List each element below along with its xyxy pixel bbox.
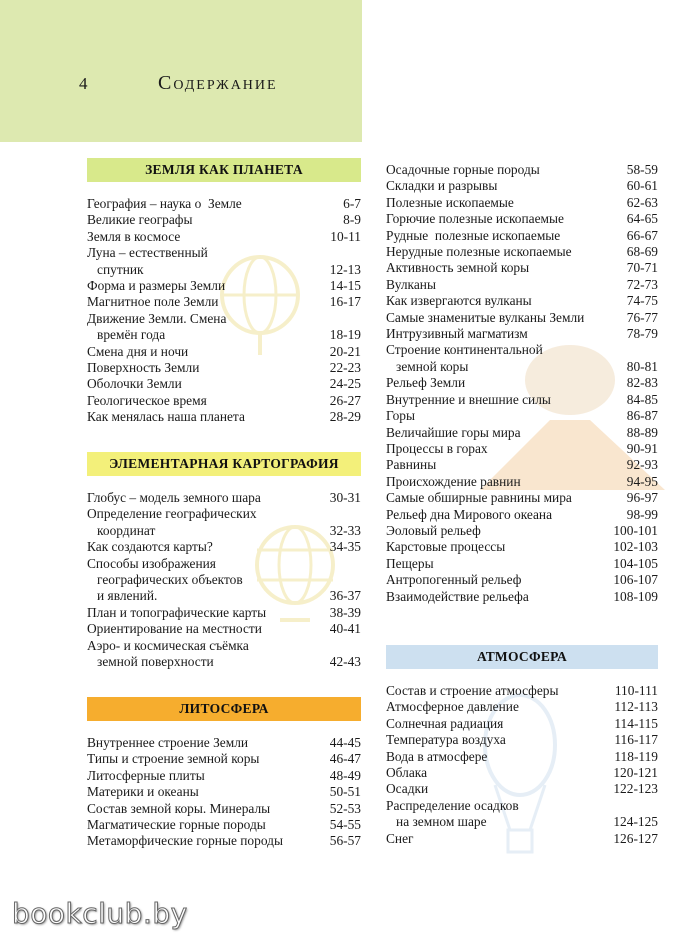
toc-entry — [386, 392, 658, 408]
site-watermark: bookclub.by — [12, 897, 188, 930]
toc-entry-title: Движение Земли. Смена — [87, 310, 227, 326]
toc-entry-title: Вода в атмосфере — [386, 748, 488, 764]
toc-entry-pages: 92-93 — [626, 457, 658, 473]
toc-entry — [87, 539, 361, 555]
toc-entry — [386, 749, 658, 765]
toc-entry-title: географических объектов — [87, 572, 243, 588]
toc-entry — [87, 605, 361, 621]
section-heading: АТМОСФЕРА — [386, 645, 658, 669]
toc-entry — [87, 801, 361, 817]
toc-entry — [87, 768, 361, 784]
toc-entry-title: География – наука о Земле — [87, 196, 242, 211]
toc-entry-pages: 104-105 — [613, 555, 658, 571]
toc-entry — [386, 539, 658, 555]
toc-entry — [386, 441, 658, 457]
toc-entry-title: Поверхность Земли — [87, 360, 200, 376]
toc-entry — [386, 310, 658, 326]
toc-entry-pages: 12-13 — [329, 261, 361, 277]
toc-entry-title: Вулканы — [386, 276, 436, 292]
toc-entry-title: План и топографические карты — [87, 604, 267, 620]
toc-entry-pages: 16-17 — [329, 294, 361, 310]
toc-entry-title: Рудные полезные ископаемые — [386, 227, 561, 243]
toc-entry-pages: 120-121 — [613, 765, 658, 781]
toc-entry-pages: 60-61 — [626, 178, 658, 194]
toc-entry — [386, 211, 658, 227]
toc-entry — [87, 506, 361, 522]
toc-entry-pages: 28-29 — [329, 409, 361, 425]
toc-entry — [87, 212, 361, 228]
toc-entry-pages: 44-45 — [329, 735, 361, 750]
toc-entry-pages: 66-67 — [626, 227, 658, 243]
toc-entry — [87, 654, 361, 670]
toc-entry — [386, 293, 658, 309]
toc-entry — [386, 277, 658, 293]
toc-entry-title: Состав земной коры. Минералы — [87, 800, 271, 816]
toc-entry — [87, 262, 361, 278]
toc-entry-pages: 114-115 — [614, 715, 658, 731]
toc-entry-pages: 76-77 — [626, 309, 658, 325]
toc-entry — [87, 490, 361, 506]
toc-entry-title: Карстовые процессы — [386, 539, 506, 555]
toc-entry-pages: 94-95 — [626, 473, 658, 489]
section-earth — [87, 158, 361, 426]
toc-entry-title: Как создаются карты? — [87, 539, 213, 555]
toc-entry-pages: 88-89 — [626, 424, 658, 440]
toc-entry — [386, 831, 658, 847]
toc-entry-title: Облака — [386, 765, 428, 781]
toc-entry-pages: 102-103 — [613, 539, 658, 555]
toc-entry-title: Самые знаменитые вулканы Земли — [386, 309, 585, 325]
toc-entry — [87, 393, 361, 409]
toc-entry-title: Осадки — [386, 781, 429, 797]
toc-entry-title: координат — [87, 522, 156, 538]
toc-entry — [87, 196, 361, 212]
toc-entry-title: Происхождение равнин — [386, 473, 521, 489]
toc-entry-pages: 72-73 — [626, 276, 658, 292]
toc-entry — [386, 683, 658, 699]
toc-entry-title: земной поверхности — [87, 654, 214, 670]
toc-entry-title: Активность земной коры — [386, 260, 530, 276]
section-heading: ЗЕМЛЯ КАК ПЛАНЕТА — [87, 158, 361, 182]
toc-entry-title: Метаморфические горные породы — [87, 833, 283, 849]
toc-entry-title: Горючие полезные ископаемые — [386, 211, 564, 227]
toc-entry — [87, 294, 361, 310]
toc-entry-title: Геологическое время — [87, 392, 207, 408]
toc-entry-title: Оболочки Земли — [87, 376, 182, 392]
toc-entry-pages: 86-87 — [626, 408, 658, 424]
section-lithosphere — [87, 697, 361, 850]
toc-entry-title: земной коры — [386, 358, 469, 374]
toc-entry-pages: 78-79 — [626, 326, 658, 342]
toc-entry-title: Интрузивный магматизм — [386, 326, 528, 342]
toc-entry — [386, 523, 658, 539]
section-cartography — [87, 452, 361, 670]
toc-entry-title: Величайшие горы мира — [386, 424, 521, 440]
toc-entry-pages: 8-9 — [343, 212, 361, 228]
toc-entry — [386, 507, 658, 523]
toc-entry-pages: 108-109 — [613, 588, 658, 604]
toc-entry-title: Литосферные плиты — [87, 767, 205, 783]
toc-entry-title: Смена дня и ночи — [87, 343, 189, 359]
toc-entry — [386, 162, 658, 178]
toc-entry — [386, 781, 658, 797]
toc-entry-title: Великие географы — [87, 212, 193, 228]
toc-entry — [386, 732, 658, 748]
toc-entry-pages: 26-27 — [329, 392, 361, 408]
toc-list — [386, 683, 658, 847]
toc-entry — [386, 408, 658, 424]
toc-entry — [87, 229, 361, 245]
toc-entry-pages: 70-71 — [626, 260, 658, 276]
toc-entry — [386, 375, 658, 391]
corner-band — [0, 0, 362, 142]
toc-entry-title: Материки и океаны — [87, 784, 199, 800]
toc-entry-pages: 98-99 — [626, 506, 658, 522]
toc-entry-title: времён года — [87, 327, 166, 343]
section-heading: ЭЛЕМЕНТАРНАЯ КАРТОГРАФИЯ — [87, 452, 361, 476]
toc-entry — [386, 474, 658, 490]
toc-entry-pages: 20-21 — [329, 343, 361, 359]
toc-entry-title: Аэро- и космическая съёмка — [87, 637, 249, 653]
toc-entry-title: Строение континентальной — [386, 342, 543, 358]
toc-entry-pages: 96-97 — [626, 490, 658, 506]
toc-entry — [87, 817, 361, 833]
toc-entry — [87, 572, 361, 588]
toc-entry-pages: 84-85 — [626, 391, 658, 407]
toc-entry — [87, 621, 361, 637]
toc-entry-title: Рельеф дна Мирового океана — [386, 506, 553, 522]
toc-entry — [386, 260, 658, 276]
toc-entry-title: Эоловый рельеф — [386, 522, 481, 538]
toc-entry — [87, 360, 361, 376]
toc-entry — [386, 195, 658, 211]
toc-entry — [386, 556, 658, 572]
toc-entry-title: Горы — [386, 408, 415, 424]
toc-entry — [87, 735, 361, 751]
toc-entry-pages: 34-35 — [329, 539, 361, 555]
toc-entry-title: Снег — [386, 830, 414, 846]
toc-entry — [386, 228, 658, 244]
toc-entry — [386, 572, 658, 588]
toc-entry-pages: 56-57 — [329, 833, 361, 849]
toc-entry-pages: 10-11 — [330, 228, 361, 244]
toc-entry-title: Земля в космосе — [87, 228, 181, 244]
toc-entry-pages: 24-25 — [329, 376, 361, 392]
toc-entry — [386, 359, 658, 375]
toc-entry — [386, 178, 658, 194]
toc-entry-pages: 38-39 — [329, 604, 361, 620]
toc-entry-pages: 64-65 — [626, 211, 658, 227]
toc-entry — [386, 716, 658, 732]
toc-entry — [87, 588, 361, 604]
toc-entry-title: Температура воздуха — [386, 732, 506, 748]
toc-entry-title: Внутренние и внешние силы — [386, 391, 551, 407]
toc-entry — [386, 699, 658, 715]
toc-entry-title: Солнечная радиация — [386, 715, 504, 731]
toc-entry-pages: 58-59 — [626, 162, 658, 177]
toc-entry-title: Как менялась наша планета — [87, 409, 245, 425]
section-heading: ЛИТОСФЕРА — [87, 697, 361, 721]
toc-entry-title: Способы изображения — [87, 555, 216, 571]
toc-entry-pages: 46-47 — [329, 751, 361, 767]
toc-entry-pages: 110-111 — [614, 683, 658, 698]
section-atmosphere — [386, 645, 658, 847]
toc-entry-title: Антропогенный рельеф — [386, 572, 522, 588]
toc-entry — [386, 342, 658, 358]
toc-entry-title: Самые обширные равнины мира — [386, 490, 572, 506]
toc-entry-pages: 90-91 — [626, 440, 658, 456]
toc-entry — [386, 425, 658, 441]
toc-entry-title: Внутреннее строение Земли — [87, 735, 249, 750]
toc-entry-title: Глобус – модель земного шара — [87, 490, 261, 505]
toc-entry-title: Пещеры — [386, 555, 434, 571]
toc-entry-pages: 30-31 — [329, 490, 361, 505]
toc-entry-title: Состав и строение атмосферы — [386, 683, 559, 698]
toc-entry-pages: 6-7 — [343, 196, 361, 211]
toc-entry-pages: 36-37 — [329, 588, 361, 604]
toc-entry — [87, 409, 361, 425]
toc-entry — [87, 278, 361, 294]
toc-entry-pages: 50-51 — [329, 784, 361, 800]
toc-entry-title: Форма и размеры Земли — [87, 278, 226, 294]
toc-entry-title: Ориентирование на местности — [87, 621, 262, 637]
toc-entry-title: Осадочные горные породы — [386, 162, 540, 177]
toc-entry-pages: 112-113 — [614, 699, 658, 715]
toc-entry-pages: 18-19 — [329, 327, 361, 343]
toc-entry — [87, 751, 361, 767]
toc-entry — [386, 798, 658, 814]
toc-entry — [87, 638, 361, 654]
toc-entry-pages: 106-107 — [613, 572, 658, 588]
toc-entry-title: Как извергаются вулканы — [386, 293, 532, 309]
toc-entry — [87, 376, 361, 392]
page-title: Содержание — [158, 72, 278, 94]
toc-entry-title: Процессы в горах — [386, 440, 488, 456]
toc-entry — [87, 833, 361, 849]
toc-list — [87, 490, 361, 670]
toc-entry — [386, 490, 658, 506]
toc-entry-pages: 54-55 — [329, 817, 361, 833]
toc-entry-pages: 22-23 — [329, 360, 361, 376]
toc-entry-pages: 62-63 — [626, 194, 658, 210]
toc-entry — [87, 245, 361, 261]
toc-entry-title: Рельеф Земли — [386, 375, 466, 391]
toc-entry-title: Полезные ископаемые — [386, 194, 514, 210]
toc-entry-pages: 52-53 — [329, 800, 361, 816]
toc-entry-title: Нерудные полезные ископаемые — [386, 244, 572, 260]
toc-entry-title: Взаимодействие рельефа — [386, 588, 529, 604]
toc-entry — [386, 765, 658, 781]
toc-entry-title: Складки и разрывы — [386, 178, 498, 194]
toc-entry-pages: 42-43 — [329, 654, 361, 670]
toc-entry — [386, 244, 658, 260]
toc-entry — [386, 457, 658, 473]
toc-entry — [386, 326, 658, 342]
toc-entry — [87, 556, 361, 572]
toc-entry-title: спутник — [87, 261, 144, 277]
toc-list — [87, 735, 361, 850]
toc-entry-title: Магнитное поле Земли — [87, 294, 219, 310]
section-lithosphere-continued — [386, 162, 658, 605]
toc-entry — [87, 523, 361, 539]
toc-entry-pages: 80-81 — [626, 358, 658, 374]
toc-entry — [87, 311, 361, 327]
toc-entry-title: Определение географических — [87, 506, 257, 522]
toc-list — [386, 162, 658, 605]
toc-entry-title: Луна – естественный — [87, 245, 208, 261]
toc-entry-title: Типы и строение земной коры — [87, 751, 260, 767]
toc-entry — [87, 344, 361, 360]
toc-entry-pages: 118-119 — [614, 748, 658, 764]
toc-entry-title: и явлений. — [87, 588, 158, 604]
toc-entry-pages: 74-75 — [626, 293, 658, 309]
toc-entry-title: Магматические горные породы — [87, 817, 266, 833]
toc-entry-pages: 100-101 — [613, 522, 658, 538]
toc-entry-pages: 40-41 — [329, 621, 361, 637]
toc-entry-title: на земном шаре — [386, 814, 487, 830]
toc-entry-pages: 116-117 — [614, 732, 658, 748]
toc-entry-pages: 124-125 — [613, 814, 658, 830]
toc-entry — [87, 327, 361, 343]
toc-list — [87, 196, 361, 426]
toc-entry — [386, 589, 658, 605]
toc-entry-pages: 48-49 — [329, 767, 361, 783]
page-number: 4 — [79, 74, 88, 93]
toc-entry-pages: 32-33 — [329, 522, 361, 538]
toc-entry-title: Равнины — [386, 457, 437, 473]
toc-entry — [87, 784, 361, 800]
toc-entry-pages: 122-123 — [613, 781, 658, 797]
toc-entry-pages: 126-127 — [613, 830, 658, 846]
toc-entry — [386, 814, 658, 830]
toc-entry-title: Распределение осадков — [386, 797, 519, 813]
toc-entry-pages: 68-69 — [626, 244, 658, 260]
toc-entry-pages: 14-15 — [329, 278, 361, 294]
toc-entry-title: Атмосферное давление — [386, 699, 519, 715]
toc-entry-pages: 82-83 — [626, 375, 658, 391]
